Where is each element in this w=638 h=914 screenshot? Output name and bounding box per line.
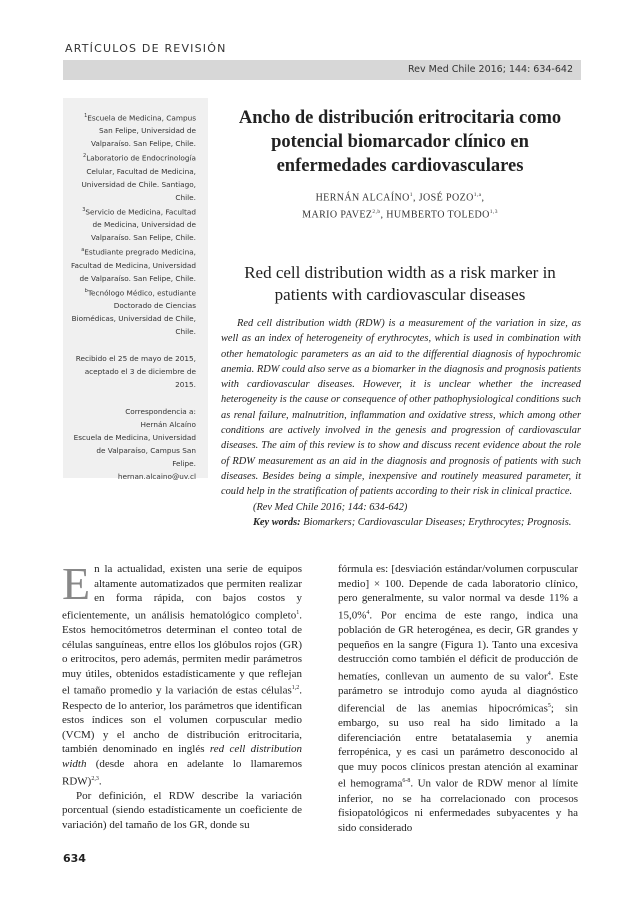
correspondence-address: Escuela de Medicina, Universidad de Valparaíso, Campus San Felipe.: [73, 433, 196, 469]
body-column-right: [338, 562, 578, 835]
correspondence-label: Correspondencia a:: [125, 407, 196, 417]
body-column-left: [62, 558, 303, 833]
keywords: Key words: Biomarkers; Cardiovascular Diseases; Erythrocytes; Prognosis.: [253, 516, 572, 528]
english-title: Red cell distribution width as a risk marker in patients with cardiovascular diseases: [244, 263, 556, 304]
body-paragraph: Por definición, el RDW describe la variación porcentual (siendo estadísticamente un coeficiente de variación) del tamaño de los GR, donde su: [62, 789, 302, 832]
received-date: Recibido el 25 de mayo de 2015, aceptado el 3 de diciembre de 2015.: [75, 354, 196, 390]
article-title: Ancho de distribución eritrocitaria como potencial biomarcador clínico en enfermedades cardiovasculares: [238, 108, 562, 176]
affiliation-2: $^2$Laboratorio de Endocrinología Celular, Facultad de Medicina, Universidad de Chile. Santiago, Chile.: [81, 153, 196, 202]
page-number: 634: [63, 852, 86, 865]
author-list: HERNÁN ALCAÍNO$^1$, JOSÉ POZO$^{1,a}$, MARIO PAVEZ$^{2,b}$, HUMBERTO TOLEDO$^{1,3}$: [302, 192, 498, 221]
section-label: ARTÍCULOS DE REVISIÓN: [65, 42, 227, 55]
author-name: HERNÁN ALCAÍNO: [315, 192, 410, 204]
drop-cap: E: [62, 558, 91, 609]
correspondence-email[interactable]: hernan.alcaino@uv.cl: [117, 472, 196, 482]
journal-reference: Rev Med Chile 2016; 144: 634-642: [408, 64, 573, 75]
author-name: JOSÉ POZO: [418, 192, 474, 204]
body-paragraph: fórmula es: [desviación estándar/volumen corpuscular medio] × 100. Depende de cada laboratorio clínico, pero generalmente, su valor normal va desde 11% a 15,0%$^4$. Por encima de este rango, indica una población de GR heterogénea, es decir, GR grandes y pequeños en la sangre (Figura 1). Tanto una excesiva destrucción como también el déficit de producción de hematíes, conllevan un aumento de su valor$^4$. Este parámetro se introdujo como ayuda al diagnóstico diferencial de las anemias hipocrómicas$^5$; sin embargo, su uso real ha sido limitado a la diferenciación entre betatalasemia y anemia ferropénica, y es casi un parámetro desconocido al que muy pocos clínicos prestan atención al examinar el hemograma$^{6-8}$. Un valor de RDW menor al límite inferior, no se ha correlacionado con procesos fisiopatológicos ni enfermedades subyacentes y ha sido considerado: [338, 563, 578, 834]
journal-header-bar: [63, 60, 581, 80]
abstract: [221, 316, 581, 530]
sidebar-affiliations: [63, 98, 208, 482]
body-paragraph: En la actualidad, existen una serie de equipos altamente automatizados que permiten realizar en forma rápida, con bajos costos y eficientemente, un análisis hematológico completo$^1$. Estos hemocitómetros determinan el conteo total de células sanguíneas, entre ellos los glóbulos rojos (GR) o eritrocitos, pero además, permiten medir parámetros muy útiles, obtenidos estadísticamente y que reflejan el tamaño promedio y la variación de estas células$^{1,2}$. Respecto de lo anterior, los parámetros que identifican estos índices son el volumen corpuscular medio (VCM) y el ancho de distribución eritrocitaria, también denominado en inglés red cell distribution width (desde ahora en adelante lo llamaremos RDW)$^{2,3}$.: [62, 558, 303, 788]
affiliation-3: $^3$Servicio de Medicina, Facultad de Medicina, Universidad de Valparaíso. San Felipe, Chile.: [82, 206, 196, 243]
author-name: HUMBERTO TOLEDO: [386, 209, 490, 221]
citation: (Rev Med Chile 2016; 144: 634-642): [253, 501, 408, 513]
abstract-text: Red cell distribution width (RDW) is a measurement of the variation in size, as well as an index of heterogeneity of erythrocytes, which is used in combination with other hematologic parameters as an aid to the differential diagnosis of hypochromic anemia. RDW could also serve as a biomarker in the diagnosis and prognosis patients with cardiovascular diseases. However, it is unclear whether the increased heterogeneity is the cause or consequence of other pathophysiological conditions such as renal failure, malnutrition, inflammation and oxidative stress, which among other conditions are actively involved in the genesis and progression of cardiovascular diseases. The aim of this review is to show and discuss recent evidence about the role of RDW measurement as an aid in the diagnosis and prognosis of patients with such diseases. Besides being a simple, inexpensive and routinely measured parameter, it could help in the stratification of patients according to their risk in clinical practice.: [221, 318, 581, 498]
affiliation-a: $^a$Estudiante pregrado Medicina, Facultad de Medicina, Universidad de Valparaíso. San Felipe, Chile.: [71, 247, 196, 283]
correspondence-name: Hernán Alcaíno: [140, 420, 196, 430]
author-name: MARIO PAVEZ: [302, 209, 373, 221]
affiliation-b: $^b$Tecnólogo Médico, estudiante Doctorado de Ciencias Biomédicas, Universidad de Chile, Chile.: [71, 287, 196, 337]
affiliation-1: $^1$Escuela de Medicina, Campus San Felipe, Universidad de Valparaíso. San Felipe, Chile.: [84, 113, 196, 149]
